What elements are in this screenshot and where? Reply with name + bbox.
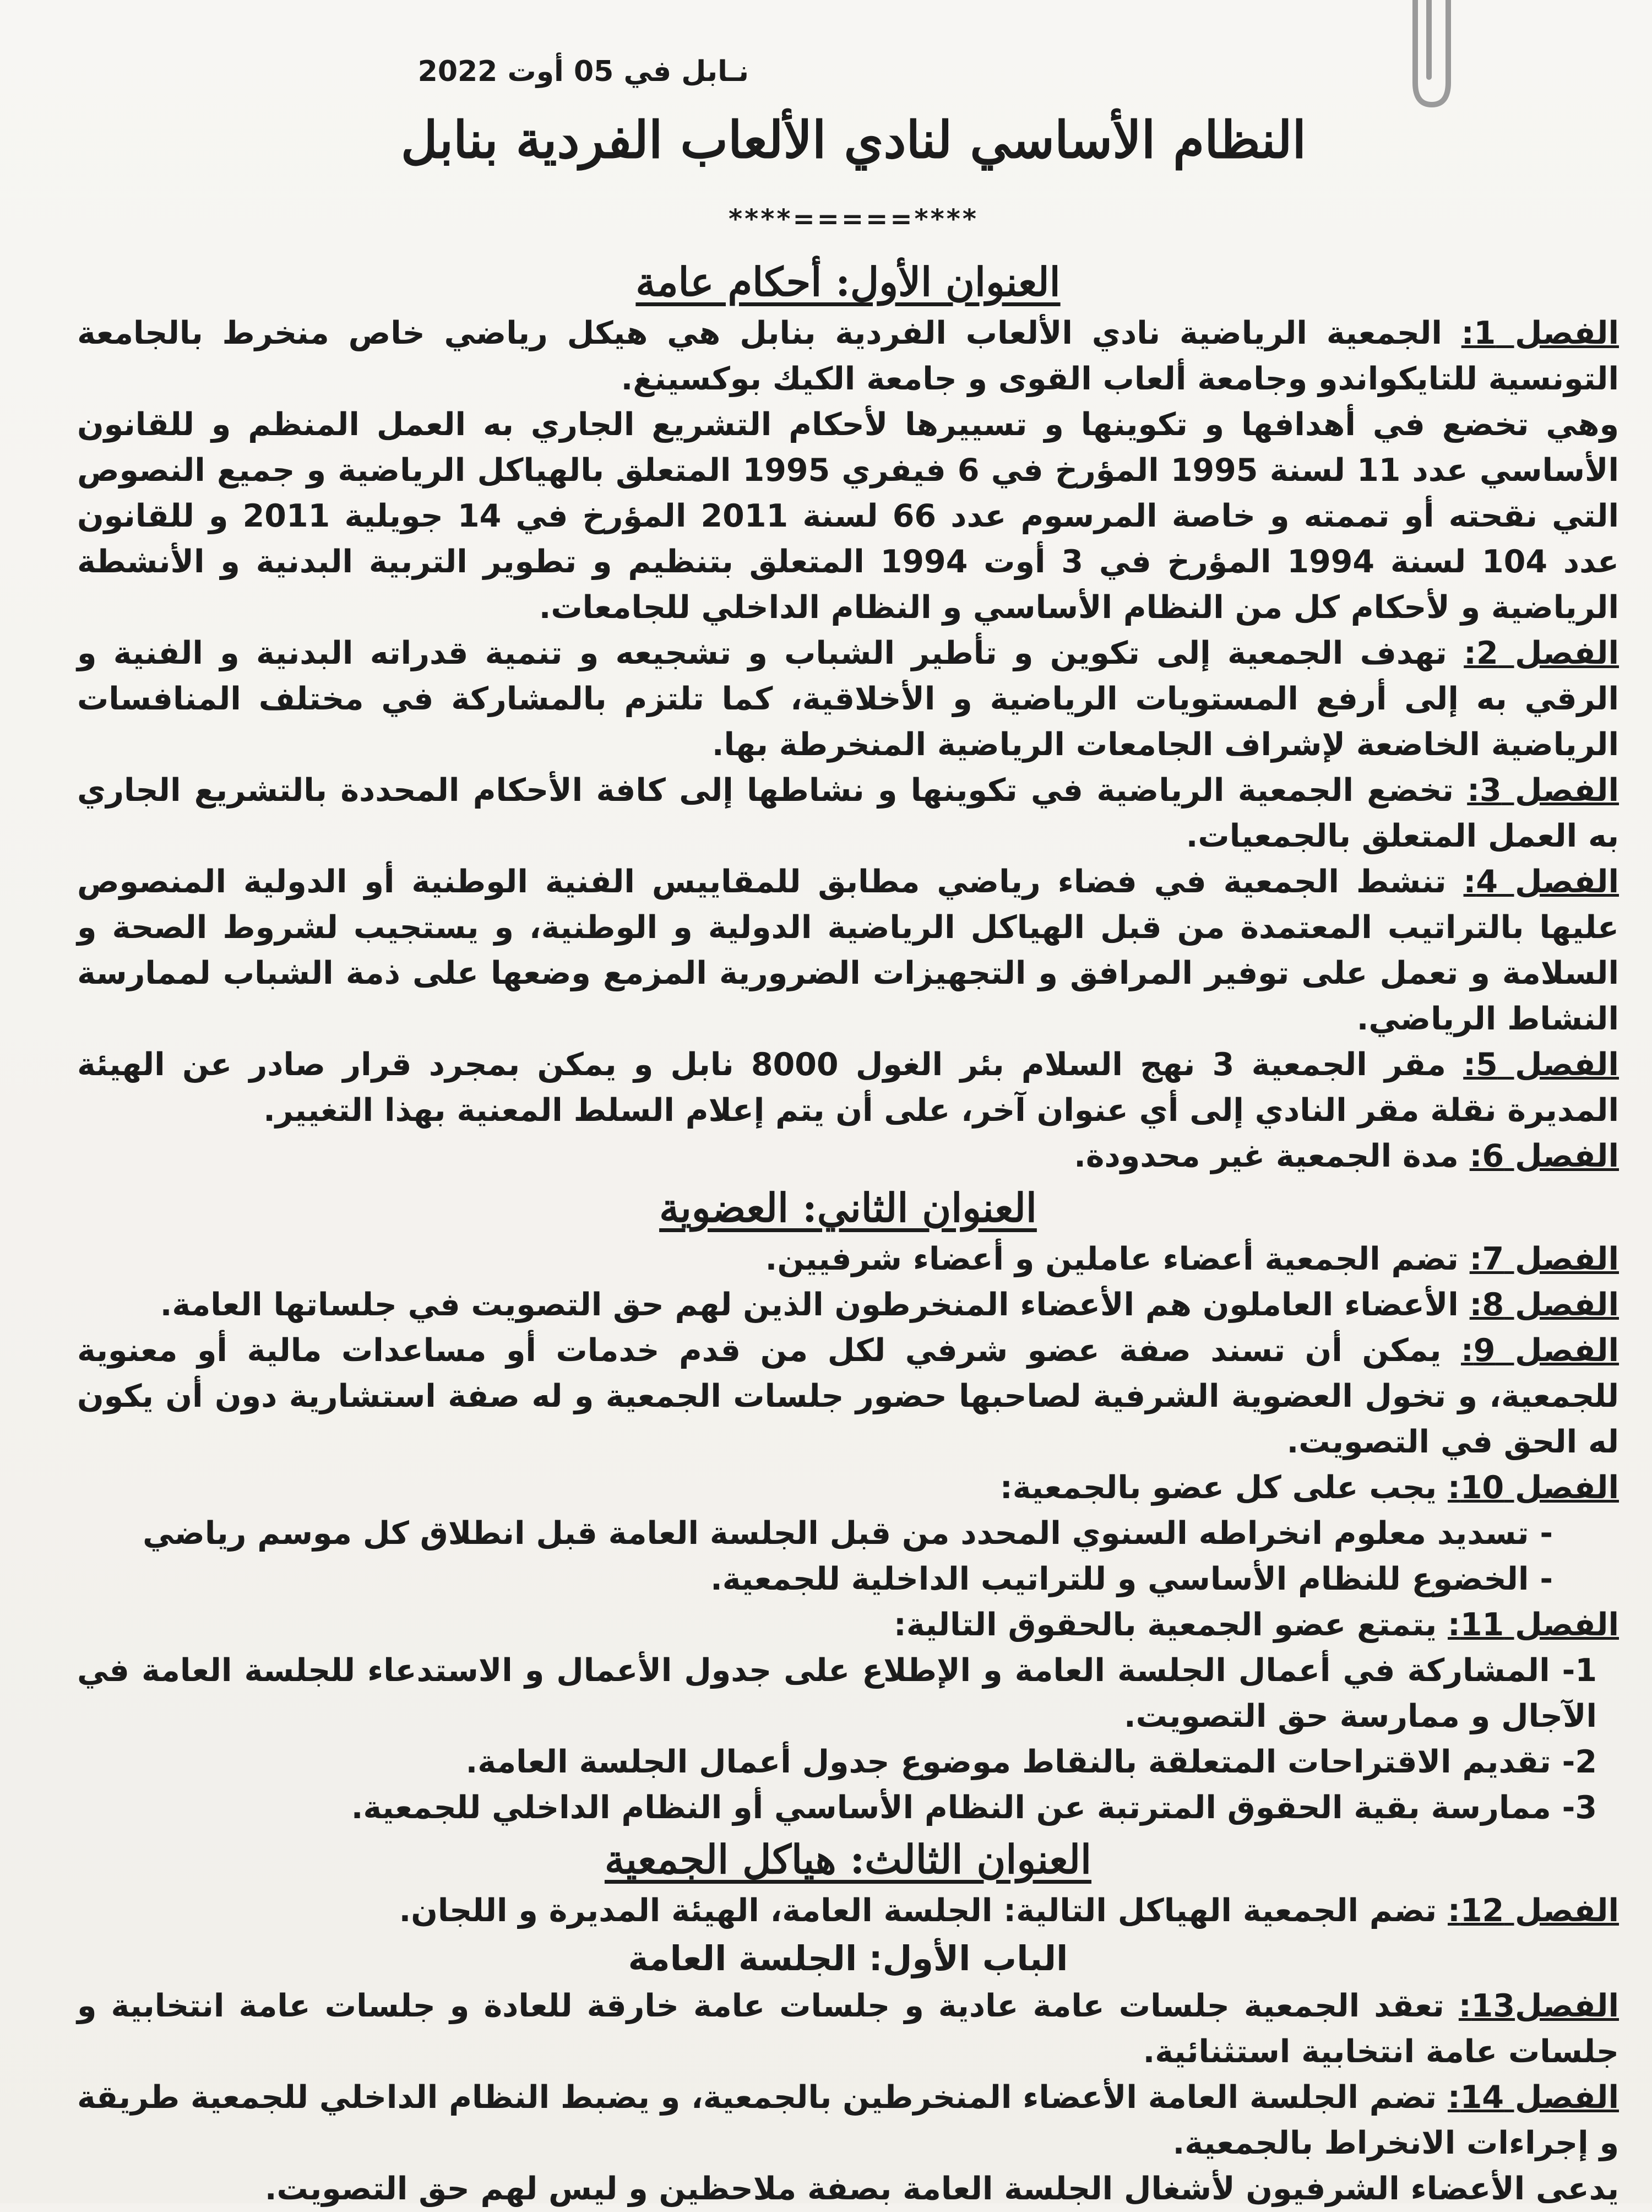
article-label: الفصل 11: (1448, 1607, 1619, 1643)
article-11 (77, 1602, 1619, 1648)
article-text: تضم الجلسة العامة الأعضاء المنخرطين بالجمعية، و يضبط النظام الداخلي للجمعية طريقة و إجراءات الانخراط بالجمعية. (77, 2079, 1619, 2161)
article-10-list (77, 1511, 1619, 1602)
list-item: 1- المشاركة في أعمال الجلسة العامة و الإطلاع على جدول الأعمال و الاستدعاء للجلسة العامة في الآجال و ممارسة حق التصويت. (77, 1652, 1597, 1734)
document-date: نـابل في 05 أوت 2022 (417, 55, 749, 88)
title-separator: ****=====**** (729, 204, 979, 235)
section-heading-1: العنوان الأول: أحكام عامة (635, 258, 1061, 305)
article-2 (77, 631, 1619, 768)
article-text: الجمعية الرياضية نادي الألعاب الفردية بنابل هي هيكل رياضي خاص منخرط بالجامعة التونسية للتايكواندو وجامعة ألعاب القوى و جامعة الكيك بوكسينغ. (77, 315, 1619, 397)
article-1-continued: وهي تخضع في أهدافها و تكوينها و تسييرها لأحكام التشريع الجاري به العمل المنظم و للقانون الأساسي عدد 11 لسنة 1995 المؤرخ في 6 فيفري 1995 المتعلق بالهياكل الرياضية و جميع النصوص التي نقحته أو تممته و خاصة المرسوم عدد 66 لسنة 2011 المؤرخ في 14 جويلية 2011 و للقانون عدد 104 لسنة 1994 المؤرخ في 3 أوت 1994 المتعلق بتنظيم و تطوير التربية البدنية و الأنشطة الرياضية و لأحكام كل من النظام الأساسي و النظام الداخلي للجامعات. (77, 406, 1620, 626)
article-label: الفصل 14: (1447, 2079, 1619, 2116)
article-label: الفصل 2: (1464, 635, 1620, 671)
article-label: الفصل 6: (1469, 1138, 1619, 1174)
article-text: مدة الجمعية غير محدودة. (1074, 1138, 1470, 1174)
article-text: يمكن أن تسند صفة عضو شرفي لكل من قدم خدمات أو مساعدات مالية أو معنوية للجمعية، و تخول العضوية الشرفية لصاحبها حضور جلسات الجمعية و له صفة استشارية دون أن يكون له الحق في التصويت. (77, 1332, 1619, 1460)
article-10 (77, 1465, 1619, 1511)
document-title: النظام الأساسي لنادي الألعاب الفردية بنابل (400, 110, 1307, 170)
article-label: الفصل 12: (1448, 1893, 1619, 1929)
article-text: يتمتع عضو الجمعية بالحقوق التالية: (893, 1607, 1448, 1643)
closing-line: يدعى الأعضاء الشرفيون لأشغال الجلسة العامة بصفة ملاحظين و ليس لهم حق التصويت. (264, 2171, 1619, 2207)
article-6 (77, 1134, 1619, 1179)
article-label: الفصل 7: (1469, 1241, 1619, 1277)
article-label: الفصل 8: (1469, 1287, 1619, 1323)
article-label: الفصل 5: (1463, 1047, 1619, 1083)
article-7 (77, 1237, 1619, 1282)
article-label: الفصل 10: (1448, 1470, 1619, 1506)
article-3 (77, 768, 1619, 859)
article-1 (77, 311, 1619, 402)
article-text: الأعضاء العاملون هم الأعضاء المنخرطون الذين لهم حق التصويت في جلساتها العامة. (160, 1287, 1470, 1323)
article-text: تضم الجمعية الهياكل التالية: الجلسة العامة، الهيئة المديرة و اللجان. (399, 1893, 1448, 1929)
article-8 (77, 1282, 1619, 1328)
list-item: - تسديد معلوم انخراطه السنوي المحدد من قبل الجلسة العامة قبل انطلاق كل موسم رياضي (77, 1511, 1553, 1557)
article-4 (77, 859, 1619, 1042)
paperclip-icon (1399, 0, 1459, 110)
article-text: مقر الجمعية 3 نهج السلام بئر الغول 8000 نابل و يمكن بمجرد قرار صادر عن الهيئة المديرة نقلة مقر النادي إلى أي عنوان آخر، على أن يتم إعلام السلط المعنية بهذا التغيير. (77, 1047, 1619, 1129)
article-text: تضم الجمعية أعضاء عاملين و أعضاء شرفيين. (765, 1241, 1470, 1277)
article-text: يجب على كل عضو بالجمعية: (999, 1470, 1448, 1506)
list-item: 2- تقديم الاقتراحات المتعلقة بالنقاط موضوع جدول أعمال الجلسة العامة. (465, 1744, 1597, 1780)
article-text: تنشط الجمعية في فضاء رياضي مطابق للمقاييس الفنية الوطنية أو الدولية المنصوص عليها بالتراتيب المعتمدة من قبل الهياكل الرياضية الدولية و الوطنية، و يستجيب لشروط الصحة و السلامة و تعمل على توفير المرافق و التجهيزات الضرورية المزمع وضعها على ذمة الشباب لممارسة النشاط الرياضي. (77, 864, 1619, 1037)
section-heading-2: العنوان الثاني: العضوية (659, 1184, 1037, 1231)
article-13 (77, 1983, 1619, 2075)
document-body (77, 253, 1619, 2212)
article-label: الفصل13: (1458, 1988, 1619, 2024)
article-label: الفصل 9: (1460, 1332, 1620, 1369)
article-9 (77, 1328, 1619, 1465)
article-text: تخضع الجمعية الرياضية في تكوينها و نشاطها إلى كافة الأحكام المحددة بالتشريع الجاري به العمل المتعلق بالجمعيات. (77, 772, 1619, 854)
article-11-list (77, 1648, 1619, 1831)
article-5 (77, 1042, 1619, 1134)
article-label: الفصل 4: (1463, 864, 1619, 900)
article-label: الفصل 3: (1467, 772, 1619, 809)
article-14 (77, 2075, 1619, 2166)
article-text: تهدف الجمعية إلى تكوين و تأطير الشباب و تشجيعه و تنمية قدراته البدنية و الفنية و الرقي به إلى أرفع المستويات الرياضية و الأخلاقية، كما تلتزم بالمشاركة في مختلف المنافسات الرياضية الخاضعة لإشراف الجامعات الرياضية المنخرطة بها. (77, 635, 1619, 763)
list-item: 3- ممارسة بقية الحقوق المترتبة عن النظام الأساسي أو النظام الداخلي للجمعية. (351, 1790, 1597, 1826)
chapter-heading-1: الباب الأول: الجلسة العامة (628, 1938, 1068, 1978)
article-12 (77, 1888, 1619, 1934)
article-text: تعقد الجمعية جلسات عامة عادية و جلسات عامة خارقة للعادة و جلسات عامة انتخابية و جلسات عامة انتخابية استثنائية. (77, 1988, 1619, 2070)
list-item: - الخضوع للنظام الأساسي و للتراتيب الداخلية للجمعية. (77, 1557, 1553, 1602)
section-heading-3: العنوان الثالث: هياكل الجمعية (604, 1836, 1092, 1883)
article-label: الفصل 1: (1461, 315, 1619, 351)
